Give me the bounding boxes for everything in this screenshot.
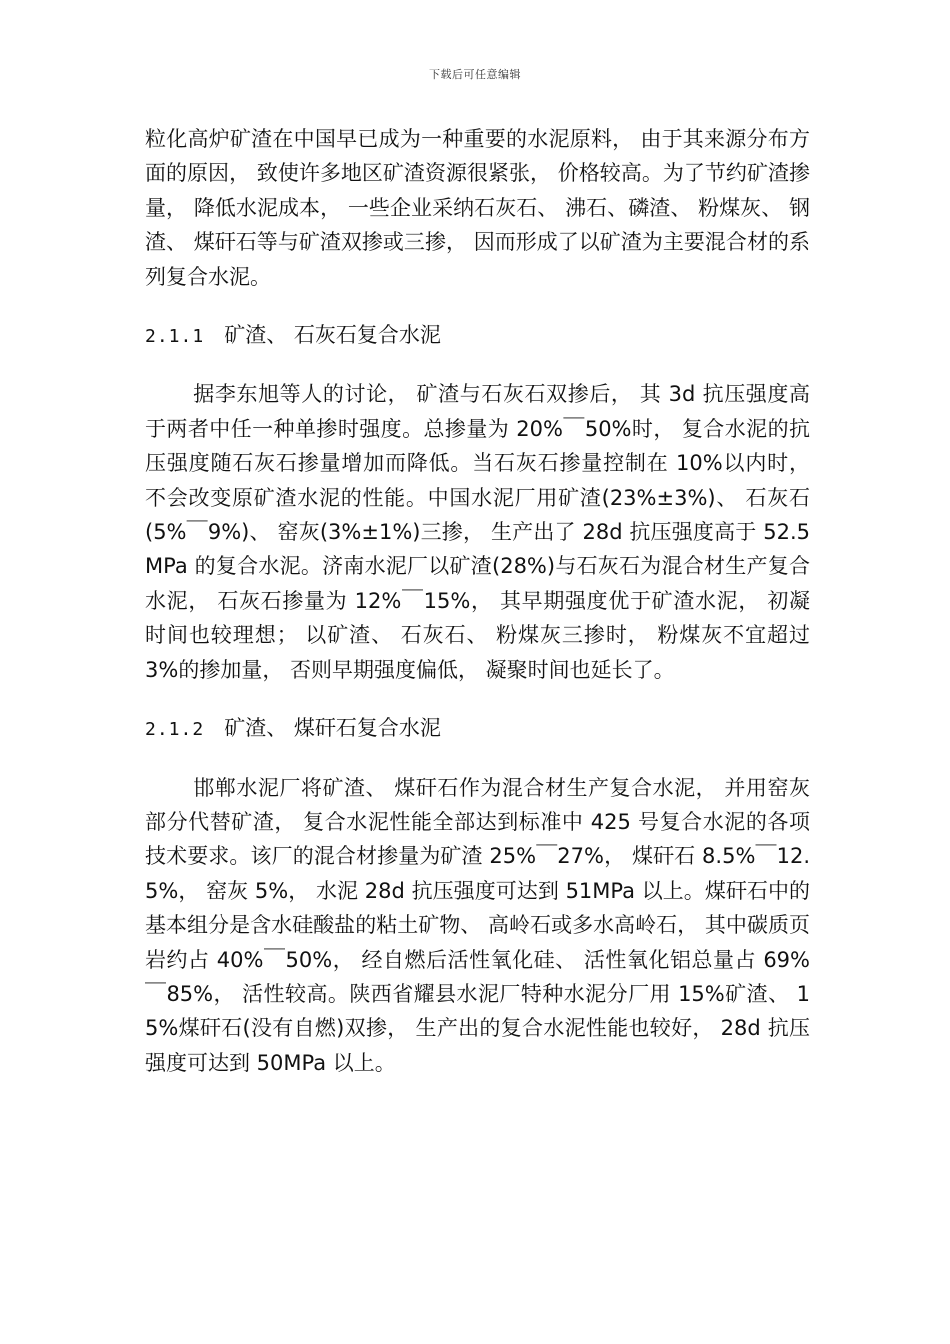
- section-title: 矿渣、 煤矸石复合水泥: [224, 716, 441, 741]
- document-body: [145, 122, 810, 1080]
- section-2-1-2-paragraph: 邯郸水泥厂将矿渣、 煤矸石作为混合材生产复合水泥， 并用窑灰部分代替矿渣， 复合水泥性能全部达到标准中 425 号复合水泥的各项技术要求。该厂的混合材掺量为矿渣 25%￣27%， 煤矸石 8.5%￣12.5%， 窑灰 5%， 水泥 28d 抗压强度可达到 51MPa 以上。煤矸石中的基本组分是含水硅酸盐的粘土矿物、 高岭石或多水高岭石， 其中碳质页岩约占 40%￣50%， 经自燃后活性氧化硅、 活性氧化铝总量占 69%￣85%， 活性较高。陕西省耀县水泥厂特种水泥分厂用 15%矿渣、 15%煤矸石(没有自燃)双掺， 生产出的复合水泥性能也较好， 28d 抗压强度可达到 50MPa 以上。: [145, 775, 810, 1075]
- section-heading-2-1-1: [145, 318, 810, 354]
- section-2-1-1-paragraph: 据李东旭等人的讨论， 矿渣与石灰石双掺后， 其 3d 抗压强度高于两者中任一种单掺时强度。总掺量为 20%￣50%时， 复合水泥的抗压强度随石灰石掺量增加而降低。当石灰石掺量控制在 10%以内时， 不会改变原矿渣水泥的性能。中国水泥厂用矿渣(23%±3%)、 石灰石(5%￣9%)、 窑灰(3%±1%)三掺， 生产出了 28d 抗压强度高于 52.5MPa 的复合水泥。济南水泥厂以矿渣(28%)与石灰石为混合材生产复合水泥， 石灰石掺量为 12%￣15%， 其早期强度优于矿渣水泥， 初凝时间也较理想； 以矿渣、 石灰石、 粉煤灰三掺时， 粉煤灰不宜超过 3%的掺加量， 否则早期强度偏低， 凝聚时间也延长了。: [145, 382, 810, 682]
- section-number: 2.1.1: [145, 326, 205, 348]
- section-number: 2.1.2: [145, 719, 205, 741]
- section-heading-2-1-2: [145, 711, 810, 747]
- intro-paragraph: 粒化高炉矿渣在中国早已成为一种重要的水泥原料， 由于其来源分布方面的原因， 致使许多地区矿渣资源很紧张， 价格较高。为了节约矿渣掺量， 降低水泥成本， 一些企业采纳石灰石、 沸石、磷渣、 粉煤灰、 钢渣、 煤矸石等与矿渣双掺或三掺， 因而形成了以矿渣为主要混合材的系列复合水泥。: [145, 127, 810, 289]
- section-title: 矿渣、 石灰石复合水泥: [224, 323, 441, 348]
- page-header: 下载后可任意编辑: [429, 68, 521, 81]
